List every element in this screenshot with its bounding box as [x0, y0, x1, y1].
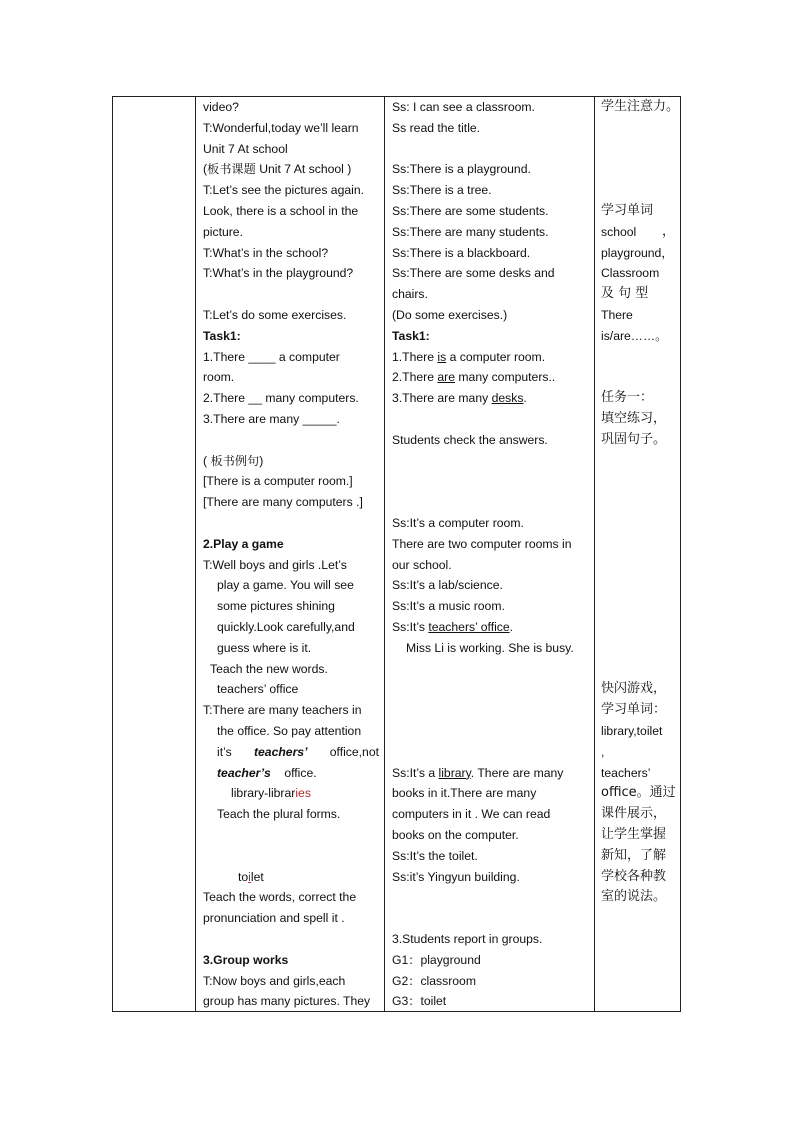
column-divider [384, 97, 385, 1011]
text-line: Ss:It’s a lab/science. [392, 578, 503, 593]
text-line: [There are many computers .] [203, 495, 363, 510]
text-fragment: let [250, 869, 264, 884]
text-line: T:What’s in the playground? [203, 266, 354, 281]
text-line: There are two computer rooms in [392, 536, 572, 551]
answer-word: desks [491, 391, 524, 406]
text-line [392, 763, 563, 784]
text-line: 学习单词 [601, 203, 654, 218]
highlighted-letter: i [248, 869, 251, 884]
text-line: Ss:It’s the toilet. [392, 848, 478, 863]
text-line [238, 867, 264, 888]
answer-word: library [438, 765, 471, 780]
text-line: picture. [203, 224, 243, 239]
emphasized-word: teachers’ [253, 744, 308, 759]
text-line: playground， [601, 245, 674, 260]
text-line: Ss:There are many students. [392, 224, 549, 239]
text-line [392, 347, 545, 368]
text-line: Task1: [203, 328, 241, 343]
text-line: room. [203, 370, 235, 385]
text-fragment: 1.There [392, 349, 438, 364]
text-fragment: office,not [329, 744, 379, 759]
lesson-plan-table [112, 96, 681, 1012]
text-line: Ss:There is a playground. [392, 162, 531, 177]
text-line: Miss Li is working. She is busy. [406, 640, 574, 655]
text-line: Ss:It’s a music room. [392, 599, 505, 614]
text-line: 课件展示， [601, 806, 667, 822]
text-line [392, 367, 555, 388]
text-line: Ss:It’s a computer room. [392, 516, 524, 530]
column-divider [195, 97, 196, 1011]
text-line: 3.Students report in groups. [392, 932, 543, 946]
text-line: Ss: I can see a classroom. [392, 100, 535, 114]
text-fragment: . There are many [470, 765, 564, 780]
text-line: guess where is it. [217, 640, 312, 655]
text-line: books on the computer. [392, 828, 519, 842]
text-fragment: to [238, 869, 249, 884]
text-line: our school. [392, 557, 452, 572]
text-line: chairs. [392, 287, 428, 302]
emphasized-word: teacher’s [217, 765, 271, 780]
text-line: T:Well boys and girls .Let’s [203, 557, 347, 572]
text-fragment: office. [284, 765, 317, 780]
text-line: T:Wonderful,today we’ll learn [203, 120, 359, 135]
text-line: some pictures shining [217, 599, 335, 614]
text-fragment: . [509, 620, 514, 634]
text-fragment: 3.There are many [392, 391, 492, 406]
text-line: 学校各种教 [601, 868, 667, 884]
text-line [601, 222, 675, 243]
text-fragment: ， [661, 223, 675, 239]
text-line: Ss:There is a tree. [392, 183, 492, 198]
text-line: 3.There are many _____. [203, 412, 340, 426]
text-line: T:There are many teachers in [203, 703, 362, 718]
text-line: G3：toilet [392, 994, 447, 1009]
text-line: Ss:There is a blackboard. [392, 245, 531, 260]
text-fragment: . [523, 391, 527, 406]
text-line: office。通过 [601, 785, 676, 801]
text-fragment: school [601, 224, 637, 239]
text-line: Teach the new words. [210, 661, 328, 676]
text-line: 室的说法。 [601, 889, 667, 905]
text-line: T:Let’s do some exercises. [203, 308, 347, 322]
text-line: Unit 7 At school [203, 141, 288, 156]
text-line: video? [203, 100, 239, 114]
text-line: Teach the plural forms. [217, 807, 341, 822]
text-line: computers in it . We can read [392, 807, 551, 822]
answer-word: teachers’ office [428, 620, 510, 634]
text-line: pronunciation and spell it . [203, 911, 345, 926]
answer-word: is [437, 349, 447, 364]
text-line: 1.There ____ a computer [203, 349, 340, 364]
text-line [392, 388, 527, 409]
text-line: play a game. You will see [217, 578, 354, 593]
text-line: 学习单词： [601, 702, 667, 718]
text-fragment: 2.There [392, 370, 438, 385]
text-fragment: a computer room. [446, 349, 546, 364]
text-line: 巩固句子。 [601, 431, 667, 447]
text-line: [There is a computer room.] [203, 474, 353, 489]
highlighted-suffix: ies [295, 786, 311, 801]
text-line: T:What’s in the school? [203, 245, 329, 260]
text-line: 快闪游戏， [601, 681, 667, 697]
text-line: Ss:There are some students. [392, 204, 549, 218]
text-line: Teach the words, correct the [203, 890, 357, 905]
text-line [231, 783, 311, 804]
text-line: the office. So pay attention [217, 724, 362, 738]
text-line: T:Now boys and girls,each [203, 973, 346, 988]
text-line: Classroom [601, 266, 660, 281]
text-line: library,toilet [601, 724, 663, 738]
text-line: (板书课题 Unit 7 At school ) [203, 162, 352, 177]
text-line: 学生注意力。 [601, 99, 680, 114]
text-line: 新知，了解 [601, 847, 667, 863]
text-line: books in it.There are many [392, 786, 537, 801]
text-line: Ss:There are some desks and [392, 266, 555, 281]
text-line: teachers’ office [217, 682, 299, 697]
text-line: is/are……。 [601, 328, 668, 343]
column-divider [594, 97, 595, 1011]
text-line: Look, there is a school in the [203, 204, 359, 218]
text-fragment: it’s [217, 744, 232, 759]
text-line: 让学生掌握 [601, 827, 667, 842]
text-line [217, 763, 317, 784]
text-line: 填空练习， [601, 411, 667, 426]
text-line: teachers’ [601, 765, 651, 780]
text-line: 2.There __ many computers. [203, 391, 359, 406]
text-line: 及 句 型 [601, 286, 649, 302]
text-line: (Do some exercises.) [392, 308, 508, 322]
text-line: group has many pictures. They [203, 994, 371, 1009]
text-fragment: Ss:It’s a [392, 765, 439, 780]
section-heading: 2.Play a game [203, 536, 284, 551]
text-fragment: many computers.. [455, 370, 556, 385]
text-line: Students check the answers. [392, 432, 548, 447]
text-fragment: Ss:It’s [392, 620, 429, 634]
text-line: Ss read the title. [392, 120, 481, 135]
text-line: quickly.Look carefully,and [217, 620, 355, 634]
text-line: Ss:it’s Yingyun building. [392, 869, 520, 884]
text-line: , [601, 744, 605, 759]
answer-word: are [437, 370, 456, 385]
text-line: G2：classroom [392, 973, 476, 988]
text-line: T:Let’s see the pictures again. [203, 183, 365, 198]
text-line [217, 742, 379, 763]
section-heading: 3.Group works [203, 952, 289, 967]
text-line: ( 板书例句) [203, 453, 264, 468]
text-fragment: library-librar [231, 786, 296, 801]
text-line: G1：playground [392, 952, 481, 967]
text-line: There [601, 308, 633, 322]
text-line: Task1: [392, 328, 430, 343]
text-line: 任务一： [601, 390, 654, 406]
stage-column [113, 97, 195, 1011]
text-line [392, 617, 513, 638]
